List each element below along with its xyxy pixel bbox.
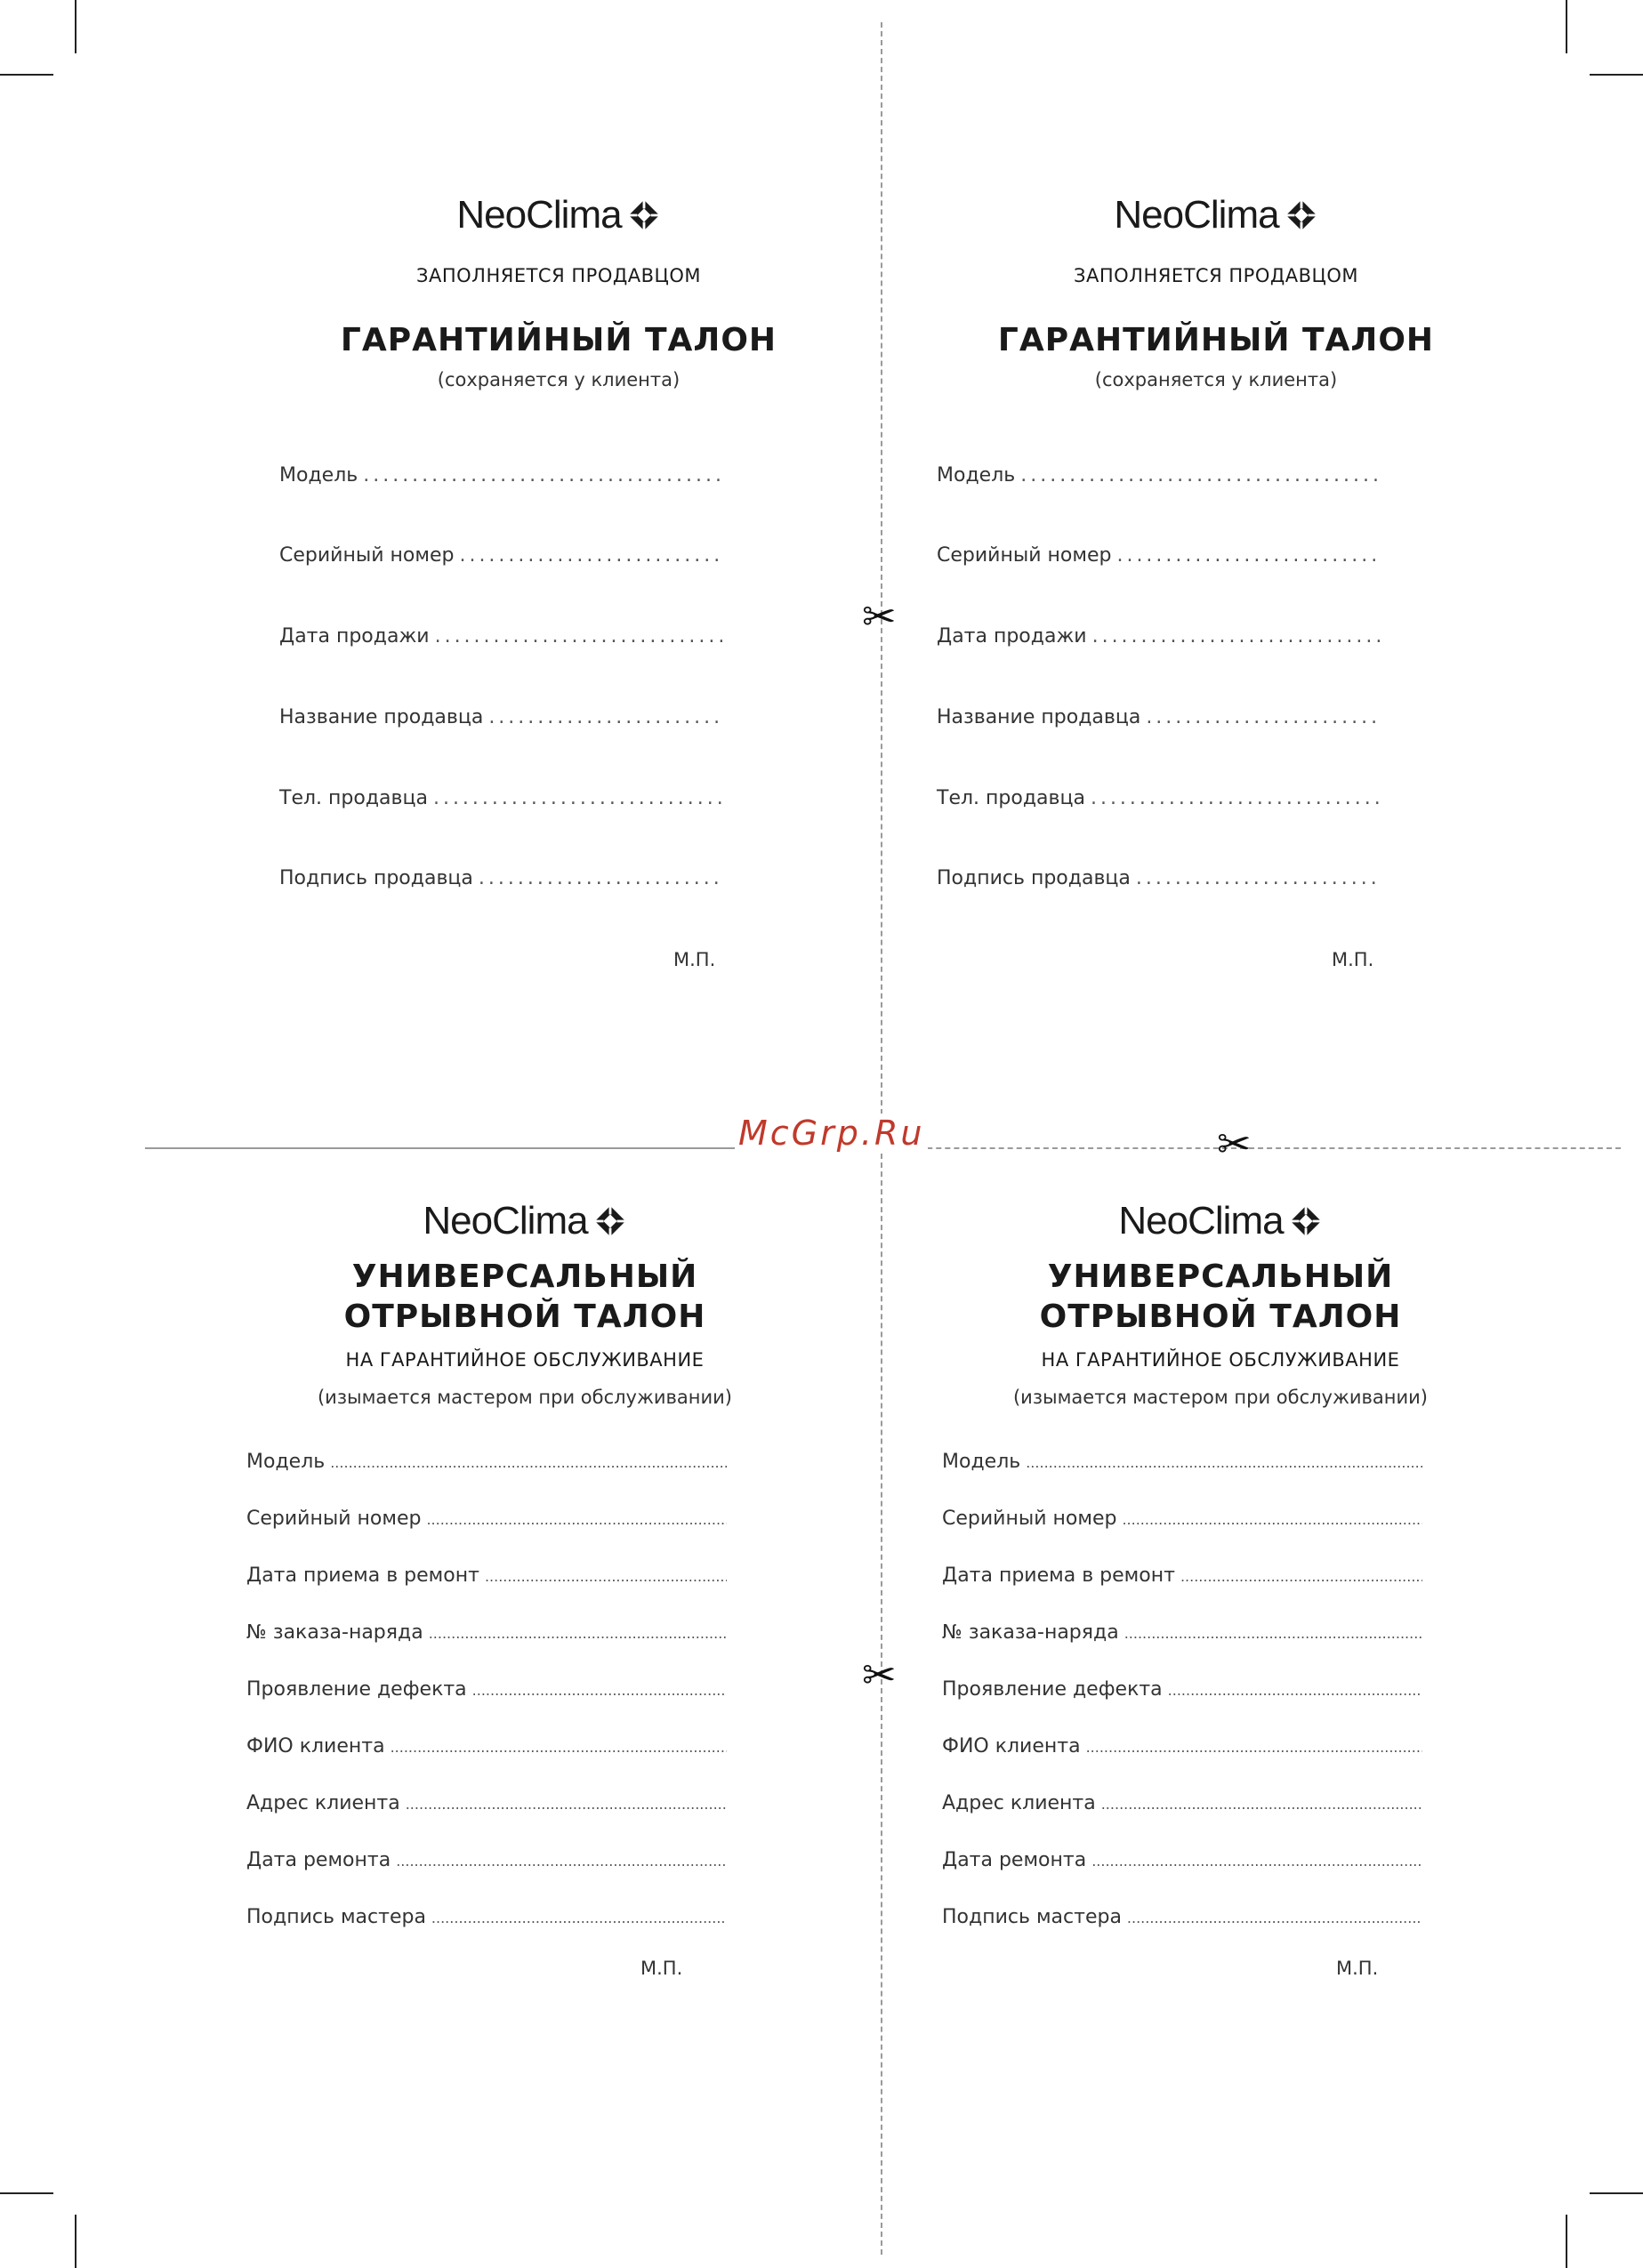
crop-mark xyxy=(1590,74,1643,76)
field-client-name[interactable]: ФИО клиента ..... xyxy=(942,1735,1422,1757)
neoclima-diamond-logo-icon xyxy=(593,1204,627,1238)
crop-mark xyxy=(75,2215,77,2268)
field-model[interactable]: Модель ..... xyxy=(937,464,1381,487)
neoclima-diamond-logo-icon xyxy=(627,198,661,232)
tear-off-title-line1: УНИВЕРСАЛЬНЫЙ xyxy=(1047,1259,1394,1295)
neoclima-diamond-logo-icon xyxy=(1285,198,1318,232)
tear-off-subtitle: НА ГАРАНТИЙНОЕ ОБСЛУЖИВАНИЕ xyxy=(345,1349,705,1371)
field-seller-name[interactable]: Название продавца ..... xyxy=(937,706,1381,728)
field-repair-intake-date[interactable]: Дата приема в ремонт ..... xyxy=(246,1564,727,1587)
stamp-place: М.П. xyxy=(640,1958,683,1979)
crop-mark xyxy=(0,2192,53,2194)
field-technician-signature[interactable]: Подпись мастера ..... xyxy=(246,1906,727,1928)
neoclima-diamond-logo-icon xyxy=(1289,1204,1323,1238)
scissors-icon: ✂ xyxy=(862,1651,897,1699)
crop-mark xyxy=(1566,2215,1567,2268)
tear-off-subtitle: НА ГАРАНТИЙНОЕ ОБСЛУЖИВАНИЕ xyxy=(1041,1349,1400,1371)
card-title: ГАРАНТИЙНЫЙ ТАЛОН xyxy=(997,322,1435,358)
brand-name: NeoClima xyxy=(456,193,622,237)
stamp-place: М.П. xyxy=(1336,1958,1379,1979)
field-model[interactable]: Модель ..... xyxy=(279,464,724,487)
brand-name: NeoClima xyxy=(1118,1199,1284,1243)
card-title: ГАРАНТИЙНЫЙ ТАЛОН xyxy=(340,322,777,358)
field-serial[interactable]: Серийный номер ..... xyxy=(246,1508,727,1530)
crop-mark xyxy=(1590,2192,1643,2194)
field-model[interactable]: Модель ..... xyxy=(246,1451,727,1473)
field-repair-intake-date[interactable]: Дата приема в ремонт ..... xyxy=(942,1564,1422,1587)
brand-name: NeoClima xyxy=(1114,193,1279,237)
brand-logo xyxy=(949,189,1483,242)
card-note: (сохраняется у клиента) xyxy=(1094,369,1338,390)
field-defect[interactable]: Проявление дефекта ..... xyxy=(246,1678,727,1701)
field-client-address[interactable]: Адрес клиента ..... xyxy=(942,1792,1422,1814)
tear-off-note: (изымается мастером при обслуживании) xyxy=(317,1387,733,1408)
field-seller-signature[interactable]: Подпись продавца ..... xyxy=(937,867,1381,889)
field-serial[interactable]: Серийный номер ..... xyxy=(279,544,724,567)
field-technician-signature[interactable]: Подпись мастера ..... xyxy=(942,1906,1422,1928)
stamp-place: М.П. xyxy=(1332,949,1374,970)
brand-logo xyxy=(258,1194,792,1248)
card-subtitle: ЗАПОЛНЯЕТСЯ ПРОДАВЦОМ xyxy=(416,265,701,286)
scissors-icon: ✂ xyxy=(862,592,897,640)
brand-logo xyxy=(954,1194,1487,1248)
crop-mark xyxy=(0,74,53,76)
field-seller-signature[interactable]: Подпись продавца ..... xyxy=(279,867,724,889)
field-work-order[interactable]: № заказа-наряда ..... xyxy=(942,1621,1422,1644)
tear-off-title-line2: ОТРЫВНОЙ ТАЛОН xyxy=(1039,1299,1402,1335)
field-repair-date[interactable]: Дата ремонта ..... xyxy=(246,1849,727,1871)
field-sale-date[interactable]: Дата продажи ..... xyxy=(279,625,724,647)
tear-off-note: (изымается мастером при обслуживании) xyxy=(1012,1387,1429,1408)
card-subtitle: ЗАПОЛНЯЕТСЯ ПРОДАВЦОМ xyxy=(1074,265,1358,286)
stamp-place: М.П. xyxy=(673,949,716,970)
card-note: (сохраняется у клиента) xyxy=(437,369,681,390)
warranty-card-right xyxy=(949,189,1483,390)
field-serial[interactable]: Серийный номер ..... xyxy=(937,544,1381,567)
tear-off-title-line2: ОТРЫВНОЙ ТАЛОН xyxy=(343,1299,706,1335)
tear-off-card-left xyxy=(258,1194,792,1408)
field-seller-phone[interactable]: Тел. продавца ..... xyxy=(937,787,1381,809)
field-sale-date[interactable]: Дата продажи ..... xyxy=(937,625,1381,647)
warranty-card-left xyxy=(292,189,826,390)
field-seller-name[interactable]: Название продавца ..... xyxy=(279,706,724,728)
crop-mark xyxy=(75,0,77,53)
field-client-address[interactable]: Адрес клиента ..... xyxy=(246,1792,727,1814)
scissors-icon: ✂ xyxy=(1217,1120,1252,1168)
field-defect[interactable]: Проявление дефекта ..... xyxy=(942,1678,1422,1701)
field-client-name[interactable]: ФИО клиента ..... xyxy=(246,1735,727,1757)
brand-name: NeoClima xyxy=(423,1199,588,1243)
field-seller-phone[interactable]: Тел. продавца ..... xyxy=(279,787,724,809)
field-serial[interactable]: Серийный номер ..... xyxy=(942,1508,1422,1530)
field-model[interactable]: Модель ..... xyxy=(942,1451,1422,1473)
field-repair-date[interactable]: Дата ремонта ..... xyxy=(942,1849,1422,1871)
tear-off-card-right xyxy=(954,1194,1487,1408)
crop-mark xyxy=(1566,0,1567,53)
tear-off-title-line1: УНИВЕРСАЛЬНЫЙ xyxy=(351,1259,698,1295)
horizontal-cut-line xyxy=(882,1147,1621,1149)
field-work-order[interactable]: № заказа-наряда ..... xyxy=(246,1621,727,1644)
watermark: McGrp.Ru xyxy=(735,1114,928,1153)
brand-logo xyxy=(292,189,826,242)
